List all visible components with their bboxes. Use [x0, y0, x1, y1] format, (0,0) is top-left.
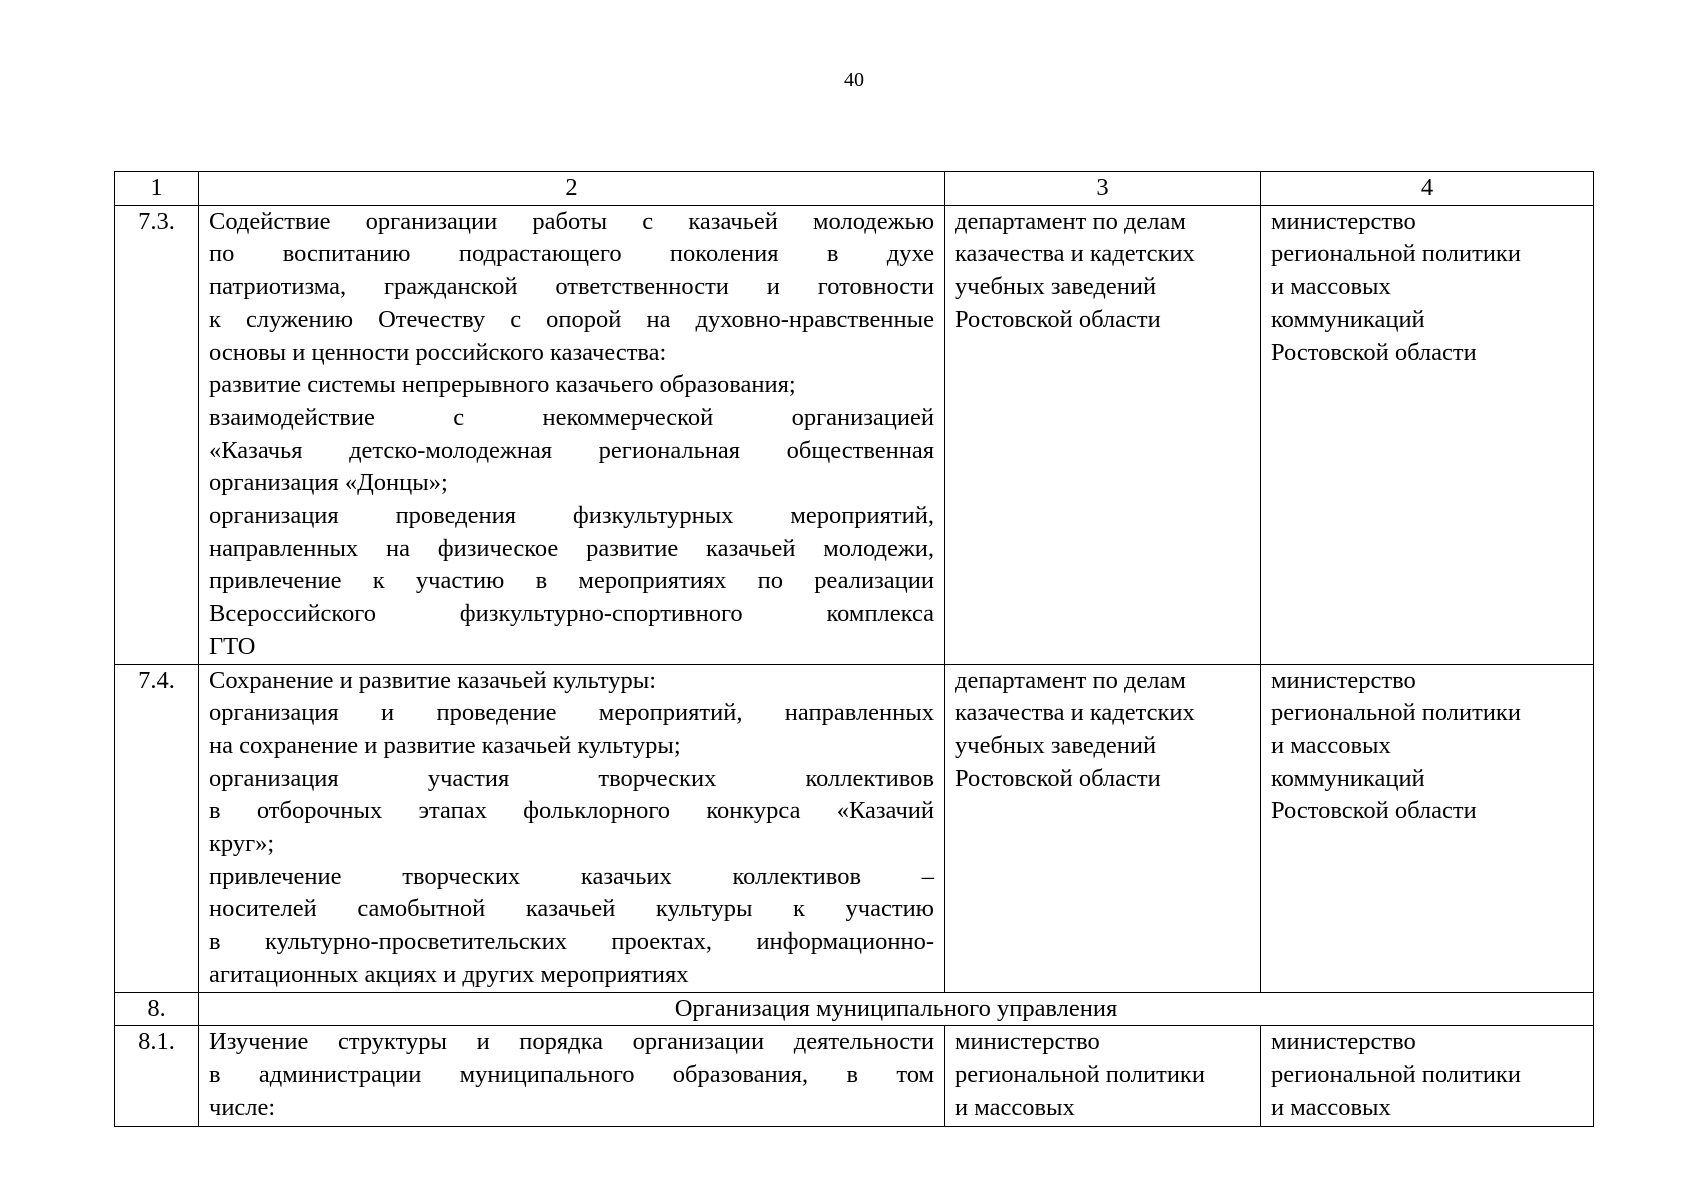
- cell-line: учебных заведений: [955, 731, 1157, 759]
- cell-line: Изучение структуры и порядка организации деятельности: [209, 1028, 934, 1056]
- cell-line: казачества и кадетских: [955, 240, 1195, 268]
- row-number: 8.1.: [115, 1026, 199, 1127]
- cell-line: развитие системы непрерывного казачьего образования;: [209, 371, 796, 399]
- cell-line: на сохранение и развитие казачьей культуры;: [209, 731, 681, 759]
- cell-line: направленных на физическое развитие казачьей молодежи,: [209, 534, 934, 562]
- cell-line: региональной политики: [955, 1060, 1205, 1088]
- cell-line: организация участия творческих коллективов: [209, 764, 934, 792]
- cell-line: Ростовской области: [955, 764, 1161, 792]
- page-number: 40: [844, 69, 864, 91]
- section-row: [115, 992, 1594, 1026]
- cell-line: основы и ценности российского казачества:: [209, 338, 667, 366]
- cell-line: организация проведения физкультурных мероприятий,: [209, 502, 934, 530]
- cell-line: организация и проведение мероприятий, направленных: [209, 699, 934, 727]
- cell-line: учебных заведений: [955, 273, 1157, 301]
- cell-line: привлечение творческих казачьих коллективов –: [209, 862, 934, 890]
- cell-line: и массовых: [1271, 1093, 1391, 1121]
- cell-line: привлечение к участию в мероприятиях по реализации: [209, 567, 934, 595]
- cell-line: и массовых: [1271, 273, 1391, 301]
- table-header-row: [115, 172, 1594, 206]
- cell-line: министерство: [1271, 207, 1416, 235]
- cell-line: региональной политики: [1271, 1060, 1521, 1088]
- plan-table: [114, 171, 1594, 1127]
- row-executor: [945, 664, 1261, 992]
- cell-line: Ростовской области: [1271, 797, 1477, 825]
- cell-line: Ростовской области: [1271, 338, 1477, 366]
- cell-line: в администрации муниципального образования, в том: [209, 1060, 934, 1088]
- row-description: [199, 205, 945, 664]
- cell-line: организация «Донцы»;: [209, 469, 448, 497]
- cell-line: министерство: [1271, 1028, 1416, 1056]
- cell-line: в отборочных этапах фольклорного конкурса «Казачий: [209, 797, 934, 825]
- cell-line: ГТО: [209, 632, 256, 660]
- cell-line: взаимодействие с некоммерческой организацией: [209, 403, 934, 431]
- cell-line: в культурно-просветительских проектах, информационно-: [209, 928, 934, 956]
- cell-line: министерство: [1271, 666, 1416, 694]
- cell-line: по воспитанию подрастающего поколения в духе: [209, 240, 934, 268]
- cell-line: казачества и кадетских: [955, 699, 1195, 727]
- cell-line: региональной политики: [1271, 240, 1521, 268]
- cell-line: и массовых: [955, 1093, 1075, 1121]
- cell-line: Содействие организации работы с казачьей молодежью: [209, 207, 934, 235]
- table-row: [115, 1026, 1594, 1127]
- header-cell-1: 1: [115, 172, 199, 206]
- row-coexecutor: [1261, 1026, 1594, 1127]
- cell-line: департамент по делам: [955, 207, 1186, 235]
- header-cell-3: 3: [945, 172, 1261, 206]
- cell-line: Сохранение и развитие казачьей культуры:: [209, 666, 657, 694]
- cell-line: Ростовской области: [955, 305, 1161, 333]
- row-coexecutor: [1261, 205, 1594, 664]
- cell-line: круг»;: [209, 830, 275, 858]
- table-row: [115, 664, 1594, 992]
- row-description: [199, 1026, 945, 1127]
- row-number: 7.4.: [115, 664, 199, 992]
- cell-line: носителей самобытной казачьей культуры к участию: [209, 895, 934, 923]
- cell-line: «Казачья детско-молодежная региональная общественная: [209, 436, 934, 464]
- row-executor: [945, 1026, 1261, 1127]
- cell-line: к служению Отечеству с опорой на духовно-нравственные: [209, 305, 934, 333]
- header-cell-2: 2: [199, 172, 945, 206]
- row-executor: [945, 205, 1261, 664]
- header-cell-4: 4: [1261, 172, 1594, 206]
- section-title: Организация муниципального управления: [199, 992, 1594, 1026]
- cell-line: департамент по делам: [955, 666, 1186, 694]
- cell-line: патриотизма, гражданской ответственности и готовности: [209, 273, 934, 301]
- cell-line: коммуникаций: [1271, 764, 1425, 792]
- section-number: 8.: [115, 992, 199, 1026]
- cell-line: агитационных акциях и других мероприятиях: [209, 960, 689, 988]
- table-row: [115, 205, 1594, 664]
- cell-line: Всероссийского физкультурно-спортивного комплекса: [209, 600, 934, 628]
- cell-line: числе:: [209, 1093, 276, 1121]
- cell-line: и массовых: [1271, 731, 1391, 759]
- row-description: [199, 664, 945, 992]
- row-number: 7.3.: [115, 205, 199, 664]
- cell-line: министерство: [955, 1028, 1100, 1056]
- cell-line: коммуникаций: [1271, 305, 1425, 333]
- cell-line: региональной политики: [1271, 699, 1521, 727]
- row-coexecutor: [1261, 664, 1594, 992]
